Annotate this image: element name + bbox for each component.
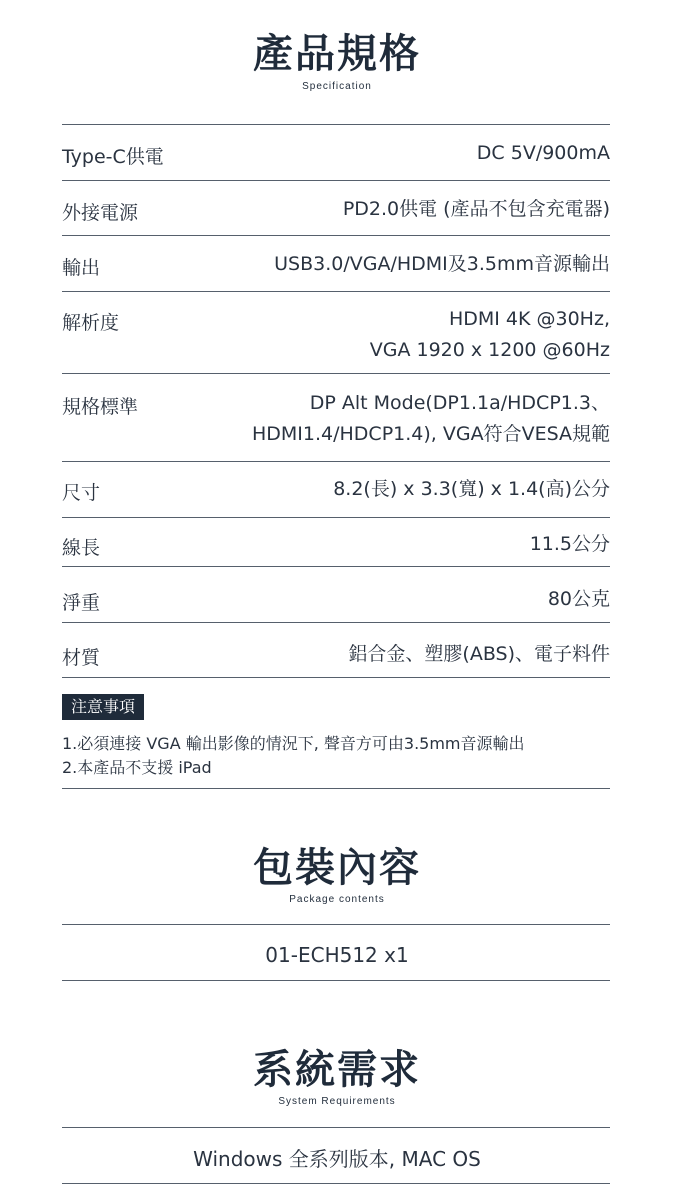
divider — [62, 373, 610, 374]
system-subtitle: System Requirements — [278, 1096, 396, 1107]
package-subtitle: Package contents — [289, 894, 385, 905]
divider — [62, 677, 610, 678]
spec-label-external-power: 外接電源 — [62, 202, 139, 224]
spec-label-weight: 淨重 — [62, 592, 101, 614]
divider — [62, 622, 610, 623]
divider — [62, 788, 610, 789]
spec-value-power: DC 5V/900mA — [476, 142, 610, 164]
package-title: 包裝內容 — [253, 845, 421, 891]
spec-value-weight: 80公克 — [547, 588, 610, 610]
spec-label-cable-length: 線長 — [62, 537, 101, 559]
package-content: 01-ECH512 x1 — [265, 943, 409, 967]
spec-label-size: 尺寸 — [62, 482, 101, 504]
spec-title: 產品規格 — [253, 31, 421, 77]
spec-value-resolution: HDMI 4K @30Hz, VGA 1920 x 1200 @60Hz — [369, 308, 610, 361]
spec-value-material: 鋁合金、塑膠(ABS)、電子料件 — [348, 643, 610, 665]
divider — [62, 924, 610, 925]
note-line: 1.必須連接 VGA 輸出影像的情況下, 聲音方可由3.5mm音源輸出 — [62, 734, 525, 753]
system-content: Windows 全系列版本, MAC OS — [193, 1147, 481, 1171]
spec-value-size: 8.2(長) x 3.3(寬) x 1.4(高)公分 — [333, 478, 610, 500]
divider — [62, 1127, 610, 1128]
spec-value-output: USB3.0/VGA/HDMI及3.5mm音源輸出 — [274, 253, 610, 275]
divider — [62, 566, 610, 567]
divider — [62, 517, 610, 518]
divider — [62, 124, 610, 125]
spec-label-power: Type-C供電 — [62, 146, 164, 168]
spec-label-output: 輸出 — [62, 257, 101, 279]
divider — [62, 180, 610, 181]
spec-value-cable-length: 11.5公分 — [529, 533, 610, 555]
divider — [62, 1183, 610, 1184]
divider — [62, 461, 610, 462]
spec-subtitle: Specification — [302, 81, 372, 92]
spec-label-material: 材質 — [62, 647, 101, 669]
spec-value-external-power: PD2.0供電 (產品不包含充電器) — [342, 198, 610, 220]
note-line: 2.本產品不支援 iPad — [62, 758, 212, 777]
divider — [62, 235, 610, 236]
notes-heading: 注意事項 — [62, 694, 144, 720]
spec-label-resolution: 解析度 — [62, 312, 120, 334]
divider — [62, 291, 610, 292]
spec-label-standard: 規格標準 — [62, 396, 139, 418]
spec-value-standard: DP Alt Mode(DP1.1a/HDCP1.3、 HDMI1.4/HDCP1.4), VGA符合VESA規範 — [251, 392, 610, 445]
divider — [62, 980, 610, 981]
system-title: 系統需求 — [253, 1047, 421, 1093]
